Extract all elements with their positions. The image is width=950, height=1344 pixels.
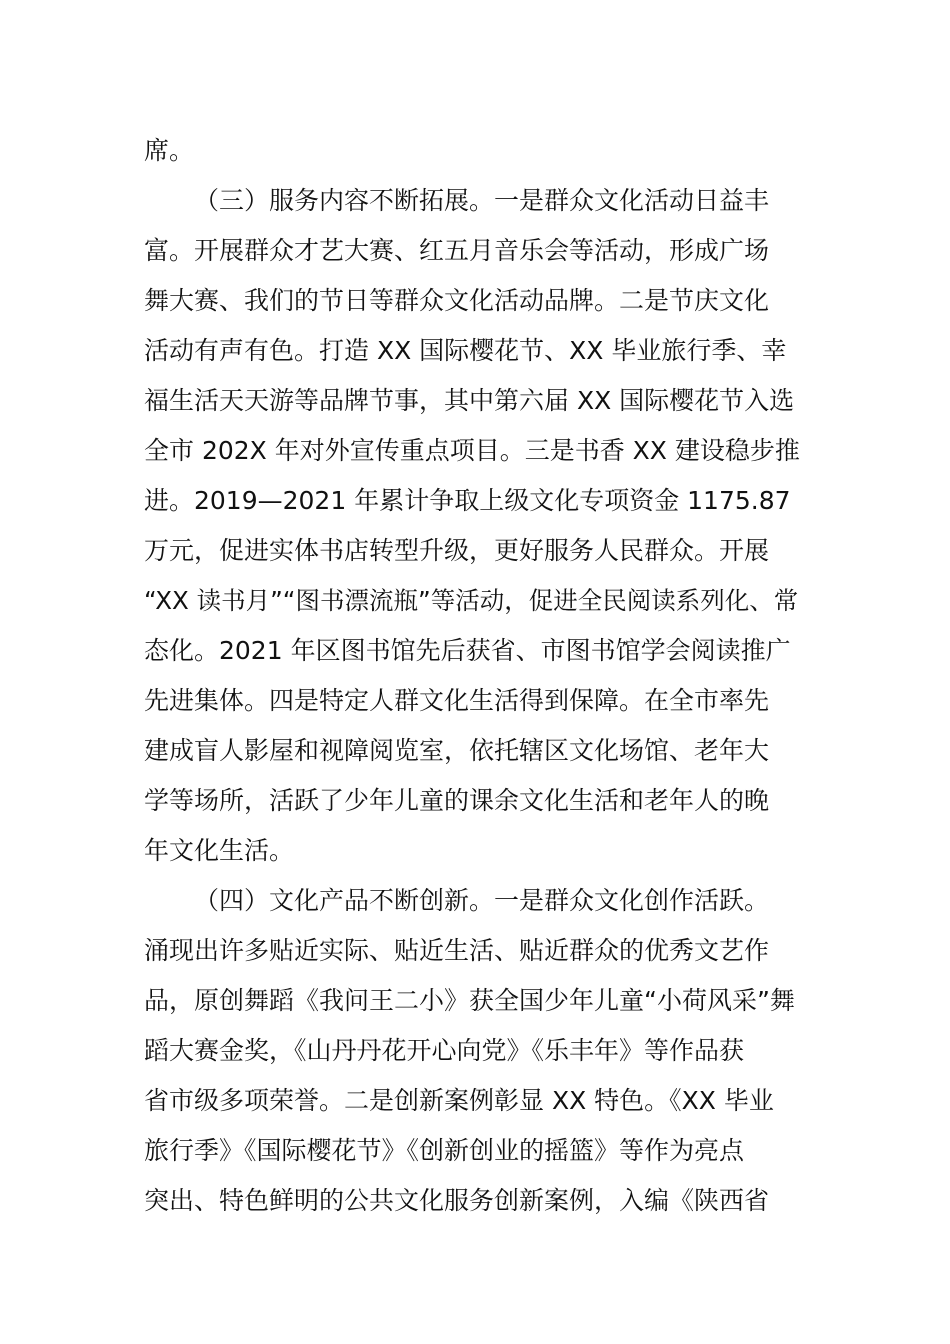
text-line: 旅行季》《国际樱花节》《创新创业的摇篮》等作为亮点 <box>144 1136 745 1165</box>
text-line: 富。开展群众才艺大赛、红五月音乐会等活动，形成广场 <box>144 236 770 265</box>
text-line: “XX 读书月”“图书漂流瓶”等活动，促进全民阅读系列化、常 <box>144 586 799 615</box>
text-line: 品，原创舞蹈《我问王二小》获全国少年儿童“小荷风采”舞 <box>144 986 795 1015</box>
paragraph-heading-line: （三）服务内容不断拓展。一是群众文化活动日益丰 <box>194 186 770 215</box>
text-line: 年文化生活。 <box>144 836 295 865</box>
text-line: 席。 <box>144 136 195 165</box>
text-line: 建成盲人影屋和视障阅览室，依托辖区文化场馆、老年大 <box>144 736 770 765</box>
text-line: 涌现出许多贴近实际、贴近生活、贴近群众的优秀文艺作 <box>144 936 770 965</box>
text-line: 福生活天天游等品牌节事，其中第六届 XX 国际樱花节入选 <box>144 386 795 415</box>
text-line: 进。2019—2021 年累计争取上级文化专项资金 1175.87 <box>144 486 791 515</box>
paragraph-heading-line: （四）文化产品不断创新。一是群众文化创作活跃。 <box>194 886 770 915</box>
text-line: 态化。2021 年区图书馆先后获省、市图书馆学会阅读推广 <box>144 636 791 665</box>
document-body <box>144 126 808 1226</box>
text-line: 蹈大赛金奖，《山丹丹花开心向党》《乐丰年》等作品获 <box>144 1036 745 1065</box>
text-line: 舞大赛、我们的节日等群众文化活动品牌。二是节庆文化 <box>144 286 770 315</box>
text-line: 先进集体。四是特定人群文化生活得到保障。在全市率先 <box>144 686 770 715</box>
text-line: 突出、特色鲜明的公共文化服务创新案例，入编《陕西省 <box>144 1186 770 1215</box>
text-line: 活动有声有色。打造 XX 国际樱花节、XX 毕业旅行季、幸 <box>144 336 787 365</box>
text-line: 全市 202X 年对外宣传重点项目。三是书香 XX 建设稳步推 <box>144 436 800 465</box>
text-line: 万元，促进实体书店转型升级，更好服务人民群众。开展 <box>144 536 770 565</box>
text-line: 省市级多项荣誉。二是创新案例彰显 XX 特色。《XX 毕业 <box>144 1086 774 1115</box>
text-line: 学等场所，活跃了少年儿童的课余文化生活和老年人的晚 <box>144 786 770 815</box>
